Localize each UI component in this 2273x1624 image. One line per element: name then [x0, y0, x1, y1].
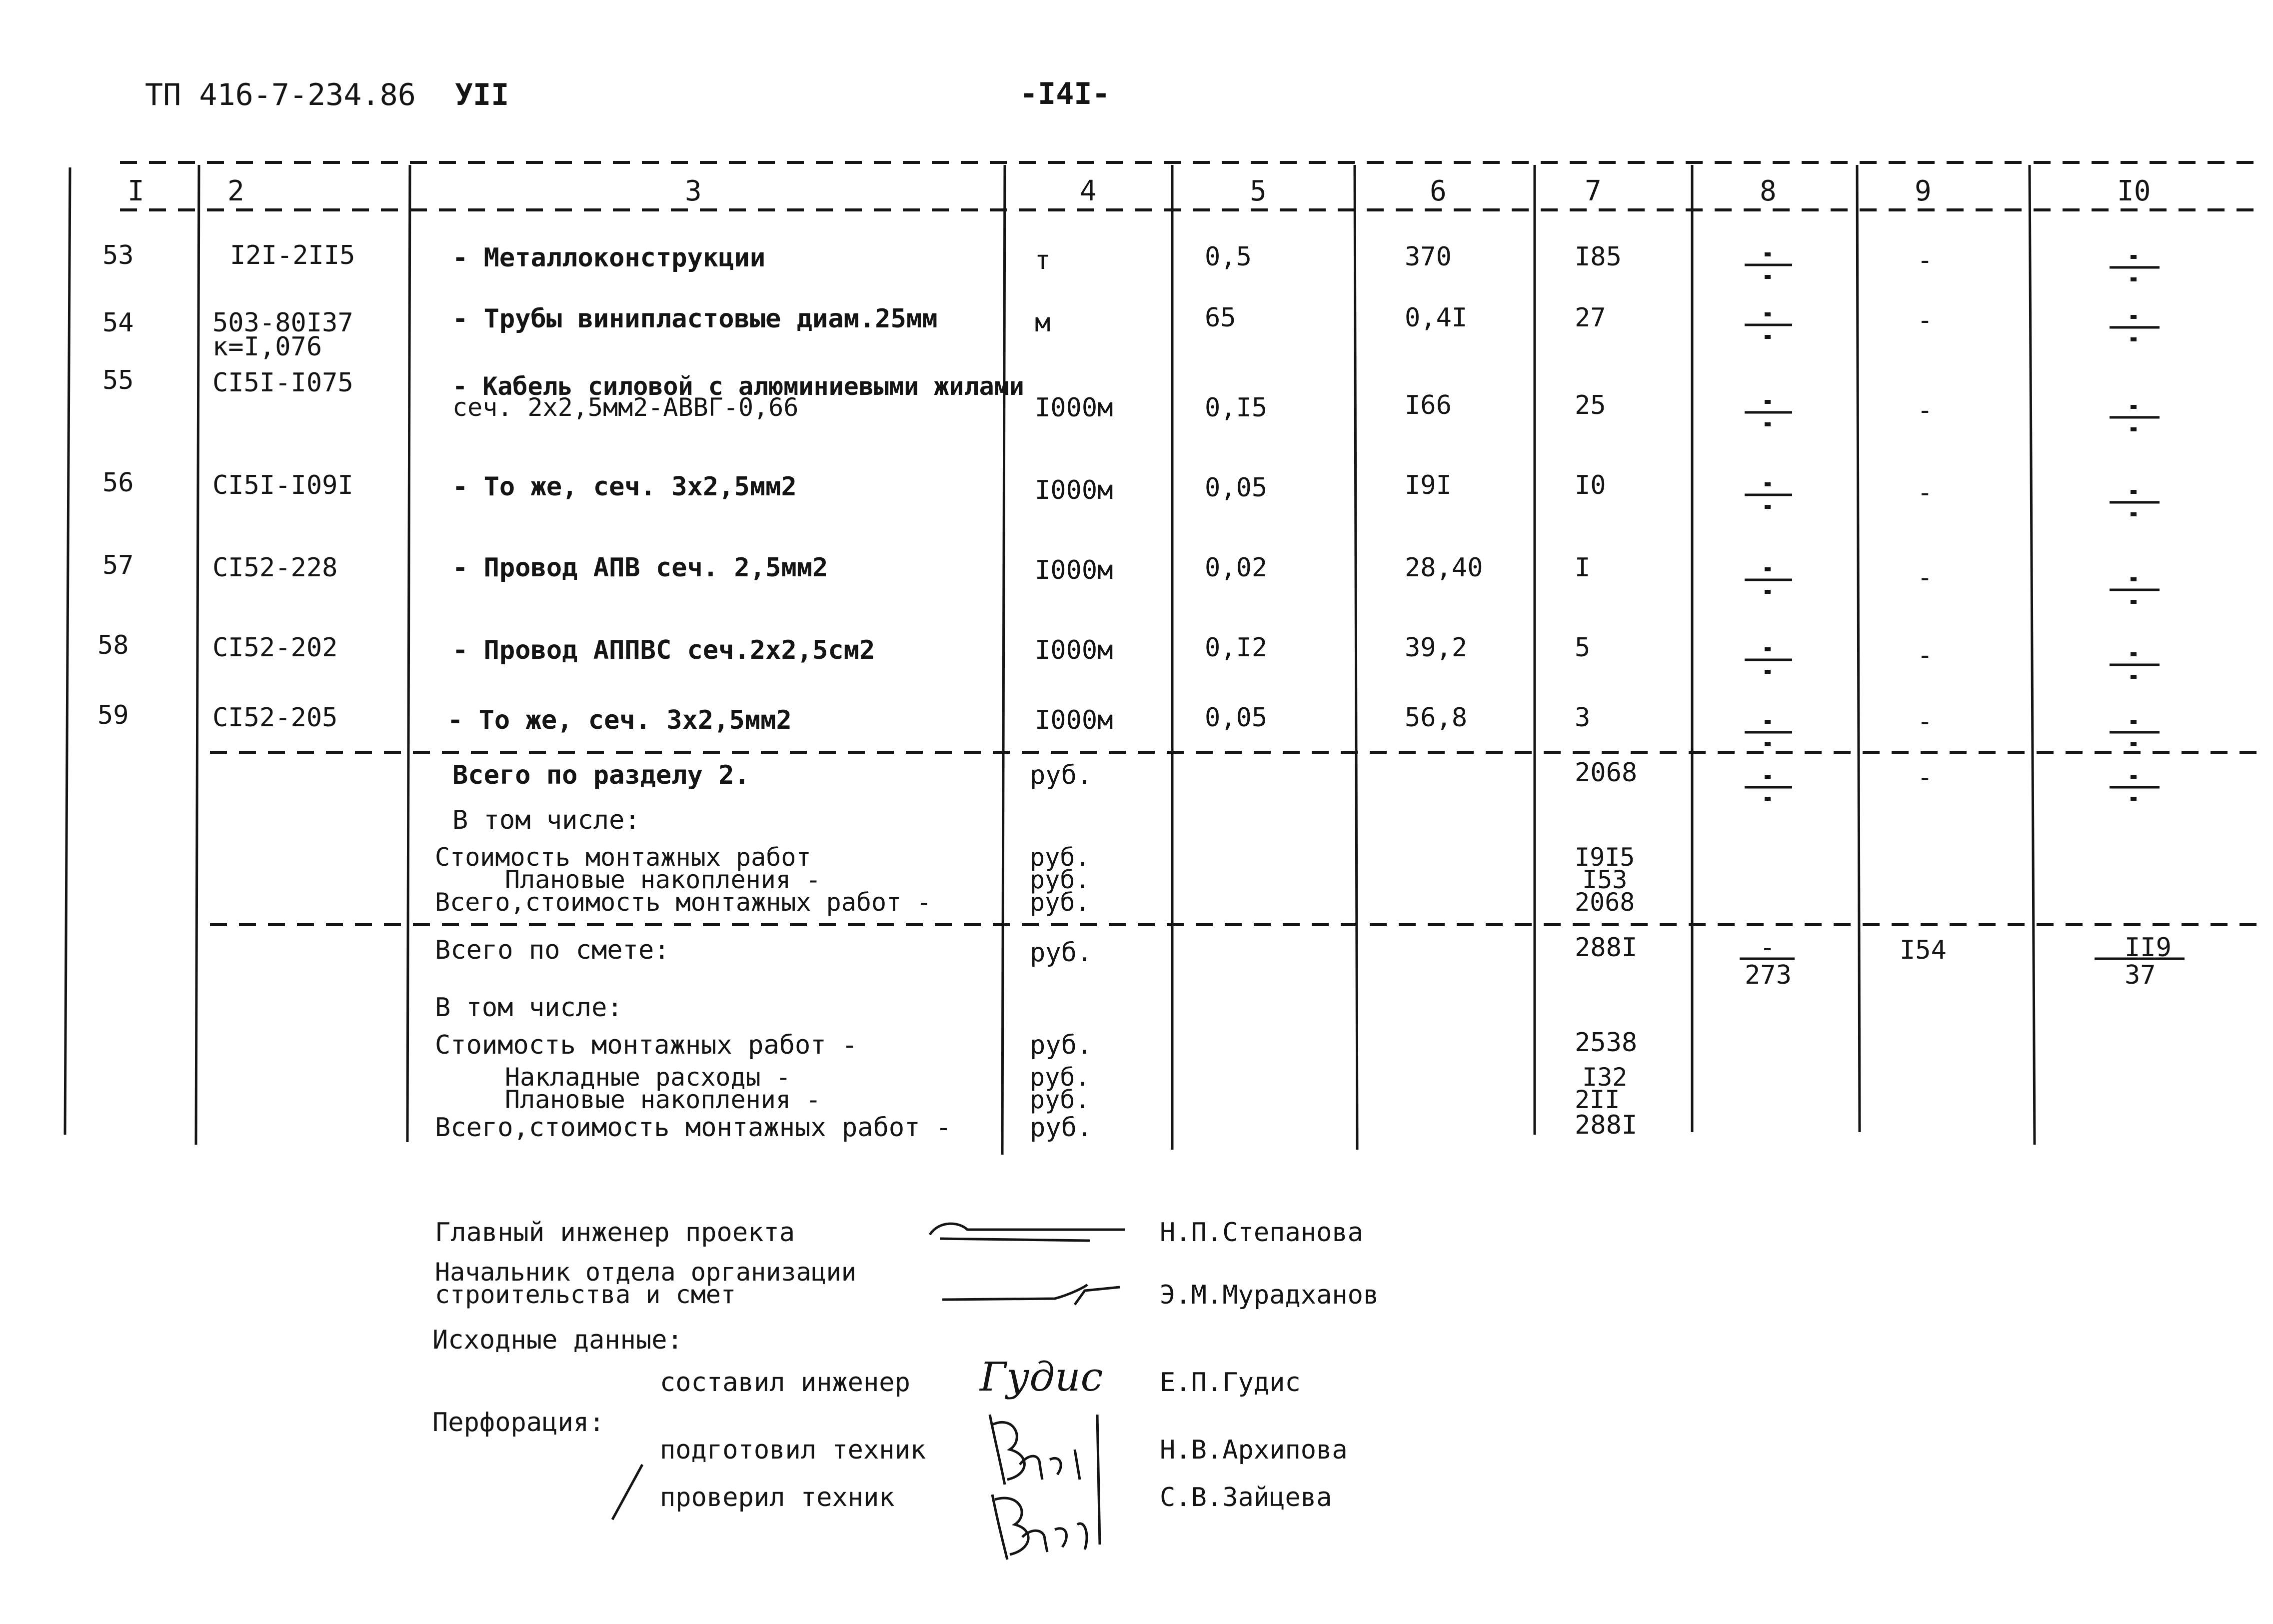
table-row-unit: I000м [1035, 555, 1113, 585]
table-row-unit: м [1035, 308, 1051, 338]
dept-head-name: Э.М.Мурадханов [1160, 1280, 1379, 1310]
estimate-line-label: Плановые накопления - [505, 1085, 821, 1114]
table-row-c9: - [1917, 478, 1933, 508]
dot [2131, 512, 2137, 516]
checked-label: проверил техник [660, 1483, 895, 1513]
col-line-2 [407, 165, 410, 1142]
table-row-num: 57 [102, 550, 134, 580]
table-row-num: 58 [97, 630, 129, 660]
col-header-8: 8 [1760, 175, 1777, 207]
dot [2131, 775, 2137, 779]
estimate-line-unit: руб. [1030, 1113, 1093, 1143]
col-line-1 [196, 165, 199, 1145]
estimate-c8-bottom: 273 [1745, 960, 1792, 990]
estimate-line-label: Стоимость монтажных работ - [435, 1030, 858, 1060]
section-line-value: I53 [1582, 865, 1628, 894]
dot [2131, 337, 2137, 341]
compiled-name: Е.П.Гудис [1160, 1368, 1301, 1398]
section-line-value: 2068 [1575, 888, 1635, 917]
estimate-incl-label: В том числе: [435, 993, 623, 1023]
dot [1765, 670, 1771, 674]
dot [2131, 405, 2137, 409]
dept-head-label-2: строительства и смет [435, 1280, 736, 1309]
table-row-qty: 65 [1205, 303, 1236, 333]
dot [1765, 482, 1771, 486]
table-row-total: 25 [1575, 390, 1606, 420]
table-row-c9: - [1917, 245, 1933, 275]
table-row-price: 39,2 [1405, 633, 1468, 663]
estimate-line-unit: руб. [1030, 1063, 1090, 1092]
dot [1765, 775, 1771, 779]
col-header-4: 4 [1080, 175, 1097, 207]
col-line-0 [65, 167, 70, 1135]
table-row-num: 53 [102, 240, 134, 270]
col-header-7: 7 [1585, 175, 1602, 207]
estimate-line-label: Всего,стоимость монтажных работ - [435, 1113, 952, 1143]
dot [1765, 567, 1771, 571]
table-row-unit: т [1035, 245, 1051, 275]
dot [1765, 312, 1771, 316]
source-data-label: Исходные данные: [432, 1325, 683, 1355]
estimate-c8-top: - [1760, 933, 1776, 963]
dot [1765, 275, 1771, 279]
perforation-label: Перфорация: [432, 1408, 605, 1438]
table-row-unit: I000м [1035, 475, 1113, 505]
table-row-code: CI52-205 [212, 703, 338, 733]
table-row-code-extra: к=I,076 [212, 332, 322, 362]
table-row-name: - То же, сеч. 3х2,5мм2 [452, 472, 797, 502]
section-line-label: Всего,стоимость монтажных работ - [435, 888, 932, 917]
table-row-name: - Провод АППВС сеч.2х2,5см2 [452, 635, 875, 665]
table-row-code: I2I-2II5 [230, 240, 355, 270]
table-row-qty: 0,I5 [1205, 393, 1268, 423]
checked-name: С.В.Зайцева [1160, 1483, 1332, 1513]
signature-tick [612, 1465, 642, 1520]
col-line-3 [1002, 165, 1005, 1155]
section-line-label: Стоимость монтажных работ [435, 843, 811, 872]
table-row-total: I85 [1575, 242, 1622, 272]
dot [1765, 335, 1771, 339]
dot [2131, 277, 2137, 281]
col-line-9 [2030, 165, 2035, 1145]
section-line-unit: руб. [1030, 888, 1090, 917]
table-row-name: - Провод АПВ сеч. 2,5мм2 [452, 553, 828, 583]
table-row-name: - Кабель силовой с алюминиевыми жилами [452, 372, 1024, 401]
fraction-dots [1765, 252, 2137, 801]
table-row-qty: 0,5 [1205, 242, 1252, 272]
table-row-code: CI5I-I075 [212, 368, 353, 398]
estimate-line-unit: руб. [1030, 1085, 1090, 1114]
estimate-line-value: I32 [1582, 1063, 1628, 1092]
col-header-3: 3 [685, 175, 702, 207]
col-header-2: 2 [227, 175, 244, 207]
table-row-code: CI52-202 [212, 633, 338, 663]
col-header-1: I [127, 175, 144, 207]
dot [2131, 315, 2137, 319]
section-line-label: Плановые накопления - [505, 865, 821, 894]
col-header-9: 9 [1915, 175, 1932, 207]
dot [2131, 600, 2137, 604]
col-line-5 [1355, 165, 1357, 1150]
dot [2131, 490, 2137, 494]
dot [2131, 720, 2137, 724]
table-row-num: 56 [102, 468, 134, 498]
col-header-6: 6 [1430, 175, 1447, 207]
dot [2131, 675, 2137, 679]
section-total-c9: - [1917, 763, 1933, 793]
table-row-unit: I000м [1035, 705, 1113, 735]
section-line-value: I9I5 [1575, 843, 1635, 872]
section-line-unit: руб. [1030, 865, 1090, 894]
table-row-num: 59 [97, 700, 129, 730]
table-row-name: - Трубы винипластовые диам.25мм [452, 304, 938, 334]
estimate-line-value: 2538 [1575, 1028, 1638, 1058]
table-row-code: 503-80I37 [212, 308, 353, 338]
signature-stepanova [930, 1224, 1125, 1241]
dot [1765, 505, 1771, 509]
table-row-c9: - [1917, 707, 1933, 737]
dot [1765, 720, 1771, 724]
dot [1765, 422, 1771, 426]
estimate-total-value: 288I [1575, 933, 1638, 963]
chief-engineer-label: Главный инженер проекта [435, 1218, 795, 1248]
table-row-qty: 0,05 [1205, 703, 1268, 733]
dot [2131, 742, 2137, 746]
table-row-code: CI52-228 [212, 553, 338, 583]
table-row-total: 27 [1575, 303, 1606, 333]
compiled-signature: Гудис [980, 1354, 1103, 1400]
signature-zaitseva [992, 1495, 1087, 1560]
section-total-value: 2068 [1575, 758, 1638, 788]
estimate-c10-top: II9 [2125, 933, 2172, 963]
dot [1765, 797, 1771, 801]
table-row-price: 28,40 [1405, 553, 1483, 583]
estimate-line-label: Накладные расходы - [505, 1063, 791, 1092]
table-row-code: CI5I-I09I [212, 470, 353, 500]
dot [1765, 742, 1771, 746]
table-row-unit: I000м [1035, 635, 1113, 665]
table-row-price: 56,8 [1405, 703, 1468, 733]
fraction-marks [1740, 265, 2185, 963]
table-row-price: I66 [1405, 390, 1452, 420]
dot [2131, 255, 2137, 259]
table-row-total: 3 [1575, 703, 1591, 733]
table-row-name-extra: сеч. 2х2,5мм2-АВВГ-0,66 [452, 393, 799, 422]
col-header-10: I0 [2117, 175, 2151, 207]
table-row-price: 370 [1405, 242, 1452, 272]
table-row-num: 54 [102, 308, 134, 338]
col-line-8 [1857, 165, 1860, 1132]
table-row-total: I [1575, 553, 1591, 583]
table-row-total: 5 [1575, 633, 1591, 663]
table-row-total: I0 [1575, 470, 1606, 500]
prepared-name: Н.В.Архипова [1160, 1435, 1348, 1465]
estimate-c9: I54 [1900, 935, 1947, 965]
section-total-label: Всего по разделу 2. [452, 760, 750, 790]
dot [1765, 252, 1771, 256]
table-row-c9: - [1917, 395, 1933, 425]
doc-code: ТП 416-7-234.86 [145, 77, 416, 112]
chief-engineer-name: Н.П.Степанова [1160, 1218, 1363, 1248]
estimate-c10-bottom: 37 [2125, 960, 2156, 990]
table-row-c9: - [1917, 640, 1933, 670]
dot [2131, 427, 2137, 431]
table-row-c9: - [1917, 563, 1933, 593]
table-row-unit: I000м [1035, 393, 1113, 423]
table-row-qty: 0,02 [1205, 553, 1268, 583]
estimate-line-value: 288I [1575, 1110, 1638, 1140]
table-row-price: I9I [1405, 470, 1452, 500]
prepared-label: подготовил техник [660, 1435, 926, 1465]
col-header-5: 5 [1250, 175, 1267, 207]
table-row-name: - Металлоконструкции [452, 243, 766, 273]
compiled-label: составил инженер [660, 1368, 910, 1398]
dot [1765, 647, 1771, 651]
estimate-total-label: Всего по смете: [435, 935, 670, 965]
volume-label: УII [455, 77, 509, 112]
table-row-price: 0,4I [1405, 303, 1468, 333]
table-row-name: - То же, сеч. 3х2,5мм2 [447, 705, 792, 735]
dot [1765, 400, 1771, 404]
dot [1765, 590, 1771, 594]
dept-head-label-1: Начальник отдела организации [435, 1258, 856, 1287]
dot [2131, 577, 2137, 581]
section-incl-label: В том числе: [452, 805, 640, 835]
section-line-unit: руб. [1030, 843, 1090, 872]
signature-muradkhanov [942, 1285, 1120, 1305]
dot [2131, 652, 2137, 656]
estimate-line-unit: руб. [1030, 1030, 1093, 1060]
page-number: -I4I- [1020, 76, 1110, 111]
table-row-num: 55 [102, 365, 134, 395]
section-total-unit: руб. [1030, 760, 1093, 790]
estimate-total-unit: руб. [1030, 938, 1093, 968]
table-row-c9: - [1917, 305, 1933, 335]
estimate-line-value: 2II [1575, 1085, 1620, 1114]
table-row-qty: 0,I2 [1205, 633, 1268, 663]
dot [2131, 797, 2137, 801]
table-row-qty: 0,05 [1205, 473, 1268, 503]
